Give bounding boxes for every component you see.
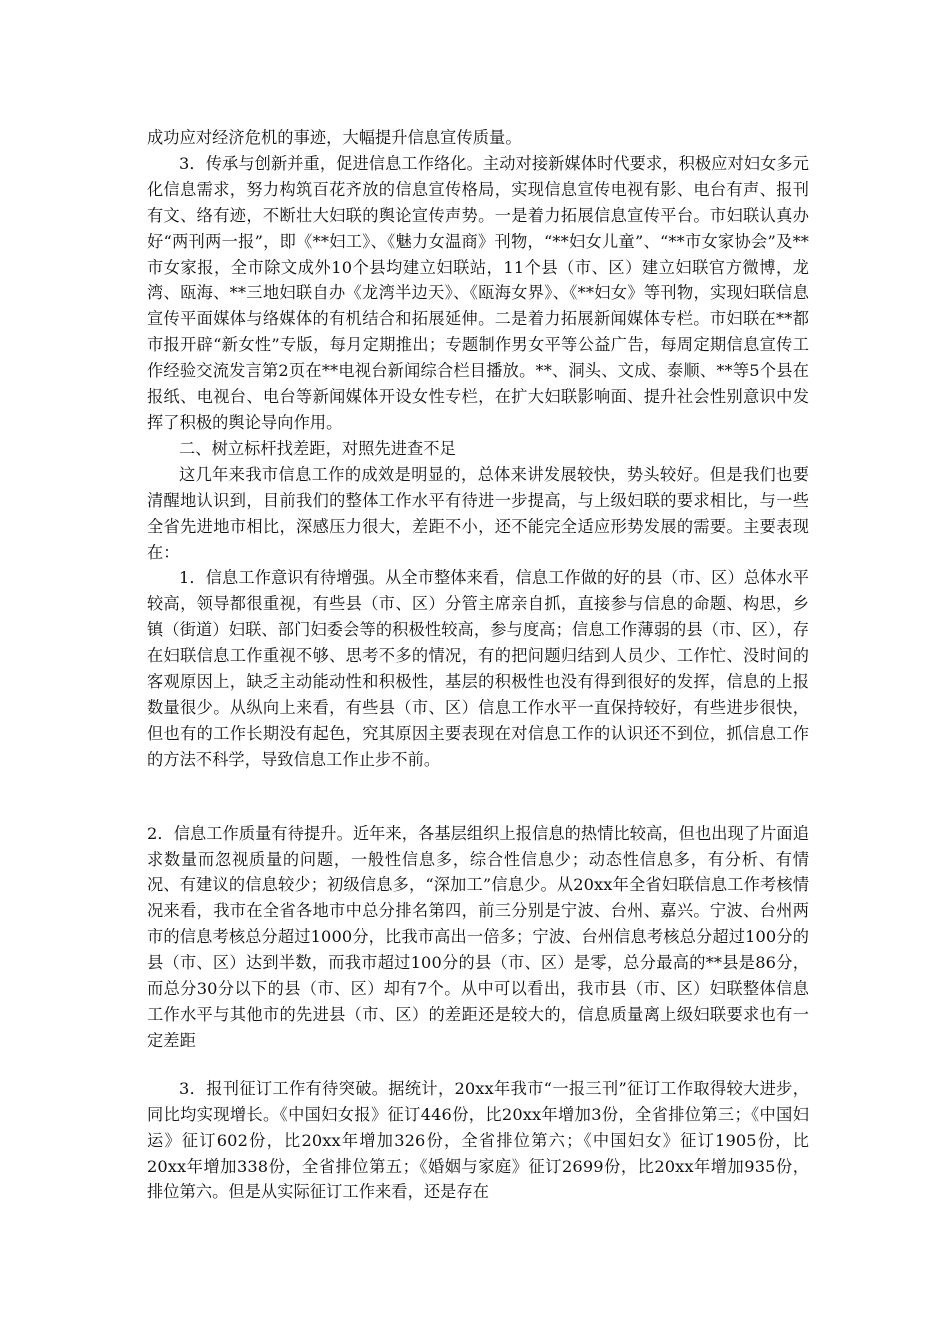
document-page — [147, 125, 809, 1205]
paragraph-continuation: 成功应对经济危机的事迹，大幅提升信息宣传质量。 — [147, 128, 522, 147]
paragraph-item-3-subscriptions: 3．报刊征订工作有待突破。据统计，20xx年我市“一报三刊”征订工作取得较大进步，同比均实现增长。《中国妇女报》征订446份，比20xx年增加3份，全省排位第三；《中国妇运》征订602份，比20xx年增加326份，全省排位第六；《中国妇女》征订1905份，比20xx年增加338份，全省排位第五；《婚姻与家庭》征订2699份，比20xx年增加935份，排位第六。但是从实际征订工作来看，还是存在 — [147, 1078, 809, 1202]
section-heading-two: 二、树立标杆找差距，对照先进查不足 — [179, 438, 456, 458]
paragraph-item-1-awareness: 1．信息工作意识有待增强。从全市整体来看，信息工作做的好的县（市、区）总体水平较高，领导都很重视，有些县（市、区）分管主席亲自抓，直接参与信息的命题、构思，乡镇（街道）妇联、部门妇委会等的积极性较高，参与度高；信息工作薄弱的县（市、区），存在妇联信息工作重视不够、思考不多的情况，有的把问题归结到人员少、工作忙、没时间的客观原因上，缺乏主动能动性和积极性，基层的积极性也没有得到很好的发挥，信息的上报数量很少。从纵向上来看，有些县（市、区）信息工作水平一直保持较好，有些进步很快，但也有的工作长期没有起色，究其原因主要表现在对信息工作的认识还不到位，抓信息工作的方法不科学，导致信息工作止步不前。 — [147, 568, 809, 769]
paragraph-spacer — [147, 1054, 809, 1076]
paragraph-spacer — [147, 773, 809, 821]
paragraph-item-2-quality: 2．信息工作质量有待提升。近年来，各基层组织上报信息的热情比较高，但也出现了片面追求数量而忽视质量的问题，一般性信息多，综合性信息少；动态性信息多，有分析、有情况、有建议的信息较少；初级信息多，“深加工”信息少。从20xx年全省妇联信息工作考核情况来看，我市在全省各地市中总分排名第四，前三分别是宁波、台州、嘉兴。宁波、台州两市的信息考核总分超过1000分，比我市高出一倍多；宁波、台州信息考核总分超过100分的县（市、区）达到半数，而我市超过100分的县（市、区）是零，总分最高的**县是86分，而总分30分以下的县（市、区）却有7个。从中可以看出，我市县（市、区）妇联整体信息工作水平与其他市的先进县（市、区）的差距还是较大的，信息质量离上级妇联要求也有一定差距 — [147, 823, 809, 1050]
paragraph-item-3-informatization: 3．传承与创新并重，促进信息工作络化。主动对接新媒体时代要求，积极应对妇女多元化信息需求，努力构筑百花齐放的信息宣传格局，实现信息宣传电视有影、电台有声、报刊有文、络有迹，不断壮大妇联的舆论宣传声势。一是着力拓展信息宣传平台。市妇联认真办好“两刊两一报”，即《**妇工》、《魅力女温商》刊物，“**妇女儿童”、“**市女家协会”及**市女家报，全市除文成外10个县均建立妇联站，11个县（市、区）建立妇联官方微博，龙湾、瓯海、**三地妇联自办《龙湾半边天》、《瓯海女界》、《**妇女》等刊物，实现妇联信息宣传平面媒体与络媒体的有机结合和拓展延伸。二是着力拓展新闻媒体专栏。市妇联在**都市报开辟“新女性”专版，每月定期推出；专题制作男女平等公益广告，每周定期信息宣传工作经验交流发言第2页在**电视台新闻综合栏目播放。**、洞头、文成、泰顺、**等5个县在报纸、电视台、电台等新闻媒体开设女性专栏，在扩大妇联影响面、提升社会性别意识中发挥了积极的舆论导向作用。 — [147, 153, 809, 432]
paragraph-intro-shortcomings: 这几年来我市信息工作的成效是明显的，总体来讲发展较快，势头较好。但是我们也要清醒地认识到，目前我们的整体工作水平有待进一步提高，与上级妇联的要求相比，与一些全省先进地市相比，深感压力很大，差距不小，还不能完全适应形势发展的需要。主要表现在： — [147, 464, 809, 562]
